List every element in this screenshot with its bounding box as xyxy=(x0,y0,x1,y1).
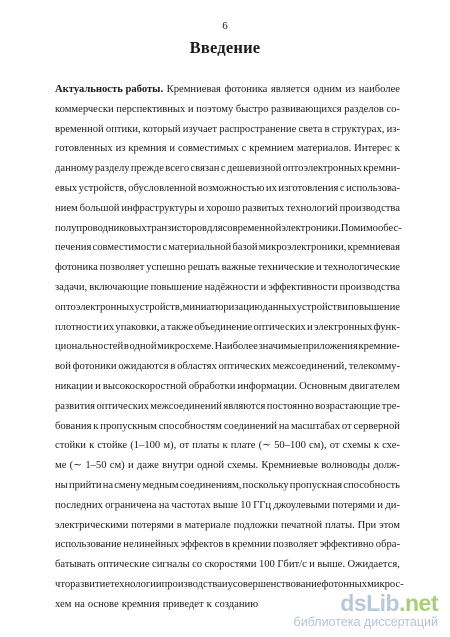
text-line xyxy=(55,555,400,575)
word: полупроводниковых xyxy=(55,222,147,234)
word: использова- xyxy=(346,182,400,194)
word: электроники. xyxy=(281,222,341,234)
word: межсоединений, xyxy=(272,361,347,373)
word: всего xyxy=(165,163,190,175)
word: способностям xyxy=(158,420,223,432)
word: связан xyxy=(190,163,220,175)
word: от xyxy=(179,440,190,452)
word: современной xyxy=(222,222,282,234)
text-line xyxy=(55,357,400,377)
word: даже xyxy=(136,460,159,472)
word: повышение xyxy=(150,281,203,293)
word: миниатюризацию xyxy=(182,301,263,313)
word: смену xyxy=(114,479,142,491)
text-line xyxy=(55,238,400,258)
word: 50–100 xyxy=(274,440,306,452)
word: и xyxy=(198,202,205,214)
word: производства xyxy=(339,202,400,214)
word: поэтому xyxy=(196,103,234,115)
word: платы xyxy=(192,440,220,452)
word: областях xyxy=(177,361,217,373)
word: оптических xyxy=(253,321,306,333)
word: к xyxy=(93,420,99,432)
word: к xyxy=(89,440,95,452)
word: хорошо xyxy=(206,202,241,214)
text-line xyxy=(55,496,400,516)
word: подложки xyxy=(233,519,279,531)
word: материальной xyxy=(168,242,232,254)
word: высокоскоростной xyxy=(102,380,187,392)
word: созданию xyxy=(214,598,259,610)
body-text xyxy=(55,80,404,615)
word: джоулевыми xyxy=(273,499,331,511)
word: скоростями xyxy=(204,559,257,571)
text-line xyxy=(55,298,400,318)
word: на xyxy=(102,479,114,491)
word: эффективно xyxy=(319,539,374,551)
section-heading: Введение xyxy=(189,38,261,57)
word: и xyxy=(260,281,267,293)
word: евых xyxy=(55,182,78,194)
text-line xyxy=(55,337,400,357)
word: дешевизной xyxy=(226,163,282,175)
word: пропускная xyxy=(289,479,343,491)
word: вой xyxy=(55,361,71,373)
word: и xyxy=(127,460,134,472)
word: ди- xyxy=(385,499,400,511)
page-number: 6 xyxy=(222,20,228,32)
word: с xyxy=(339,182,345,194)
word: к xyxy=(394,143,400,155)
word: с xyxy=(162,242,168,254)
word: готовленных xyxy=(55,143,113,155)
word: включающие xyxy=(89,281,149,293)
word: батывать xyxy=(55,559,96,571)
word: временной xyxy=(55,123,104,135)
text-line xyxy=(55,199,400,219)
word: транзисторов xyxy=(146,222,208,234)
word: производства xyxy=(339,281,400,293)
word: соединений xyxy=(223,420,277,432)
word: 100 xyxy=(258,559,275,571)
word: нелинейных xyxy=(123,539,179,551)
word: стойке xyxy=(97,440,128,452)
text-line xyxy=(55,120,400,140)
word: к xyxy=(373,440,379,452)
word: информации. xyxy=(237,380,298,392)
word: кремние- xyxy=(358,341,400,353)
word: обра- xyxy=(375,539,400,551)
word: пропускным xyxy=(100,420,157,432)
word: эффективности xyxy=(268,281,338,293)
text-line xyxy=(55,456,400,476)
word: последних xyxy=(55,499,103,511)
text-line xyxy=(55,258,400,278)
text-line xyxy=(55,159,400,179)
word: и xyxy=(309,559,315,571)
word: фотоники xyxy=(72,361,117,373)
word: одним xyxy=(313,84,342,95)
word: обусловленной xyxy=(128,182,197,194)
word: позволяет xyxy=(99,262,145,274)
word: При xyxy=(357,519,377,531)
word: совместимых xyxy=(178,143,239,155)
word: 1–50 xyxy=(85,460,107,472)
word: кремни- xyxy=(363,163,400,175)
word: поскольку xyxy=(242,479,289,491)
word: приведет xyxy=(162,598,204,610)
word: м), xyxy=(163,440,177,452)
word: материале xyxy=(184,519,231,531)
word: который xyxy=(142,123,181,135)
text-line xyxy=(55,179,400,199)
word: их xyxy=(265,182,277,194)
word: Кремниевая xyxy=(166,84,221,95)
word: долж- xyxy=(373,460,400,472)
word: позволяет xyxy=(273,539,318,551)
text-line xyxy=(55,397,400,417)
word: ме xyxy=(55,460,67,472)
word: одной xyxy=(129,341,157,353)
word: инфраструктуры xyxy=(121,202,197,214)
word: и xyxy=(169,143,176,155)
word: технологий xyxy=(286,202,338,214)
word: выше xyxy=(212,499,238,511)
word: эффектов xyxy=(180,539,224,551)
word: ограничена xyxy=(105,499,157,511)
word: Гбит/с xyxy=(277,559,307,571)
word: фотоника xyxy=(55,262,98,274)
word: возрастающие xyxy=(315,400,381,412)
watermark-logo-tld: .net xyxy=(399,590,438,616)
word: в xyxy=(176,519,182,531)
word: кремнии xyxy=(232,539,272,551)
word: структурах, xyxy=(331,123,385,135)
text-line xyxy=(55,278,400,298)
word: изучает xyxy=(182,123,217,135)
word: технологические xyxy=(323,262,400,274)
word: задачи, xyxy=(55,281,88,293)
word: данному xyxy=(55,163,94,175)
word: соединениям, xyxy=(179,479,242,491)
word: никации xyxy=(55,380,94,392)
word: кремния xyxy=(121,598,160,610)
word: плате xyxy=(230,440,256,452)
word: см), xyxy=(309,440,327,452)
word: внутри xyxy=(162,460,194,472)
word: ожидаются xyxy=(118,361,169,373)
word: оптические xyxy=(97,559,150,571)
word: этом xyxy=(379,519,400,531)
word: их xyxy=(103,321,115,333)
word: возможностью xyxy=(197,182,265,194)
word: разделов xyxy=(344,103,384,115)
word: а xyxy=(160,321,166,333)
word: объединение xyxy=(194,321,253,333)
word: для xyxy=(207,222,223,234)
text-line xyxy=(55,139,400,159)
word: от xyxy=(341,420,352,432)
word: устройств, xyxy=(78,182,127,194)
word: печения xyxy=(55,242,92,254)
word: технологии xyxy=(109,578,162,590)
word: и xyxy=(307,321,313,333)
word: с xyxy=(220,163,226,175)
word: использование xyxy=(55,539,122,551)
word: на xyxy=(158,499,170,511)
word: ны xyxy=(55,479,68,491)
text-line xyxy=(55,219,400,239)
text-line xyxy=(55,80,400,100)
word: фотоника xyxy=(224,84,268,95)
word: прийти xyxy=(68,479,102,491)
word: масштабах xyxy=(291,420,341,432)
word: Наиболее xyxy=(214,341,258,353)
word: и xyxy=(187,103,194,115)
word: базой xyxy=(232,242,258,254)
word: схемы. xyxy=(227,460,259,472)
word: и xyxy=(221,578,228,590)
text-line xyxy=(55,436,400,456)
word: микрос- xyxy=(367,578,404,590)
word: изготовления xyxy=(278,182,339,194)
lead-phrase: Актуальность работы. xyxy=(55,84,164,95)
word: потерями xyxy=(332,499,376,511)
word: от xyxy=(329,440,340,452)
word: перспективных xyxy=(116,103,186,115)
word: схе- xyxy=(382,440,400,452)
word: выше. xyxy=(317,559,346,571)
word: серверной xyxy=(353,420,400,432)
watermark xyxy=(294,591,438,629)
word: кремниевая xyxy=(347,242,400,254)
word: печатной xyxy=(280,519,323,531)
text-line xyxy=(55,476,400,496)
word: приложения xyxy=(302,341,358,353)
word: схемы xyxy=(342,440,371,452)
word: оптоэлектронных xyxy=(282,163,362,175)
word: функ- xyxy=(373,321,400,333)
word: быстро xyxy=(235,103,269,115)
word: циональностей xyxy=(55,341,124,353)
word: данных xyxy=(262,301,297,313)
word: важные xyxy=(221,262,256,274)
word: со- xyxy=(386,103,400,115)
word: материалов. xyxy=(296,143,352,155)
word: волноводы xyxy=(321,460,371,472)
word: решать xyxy=(187,262,220,274)
word: микросхеме. xyxy=(157,341,214,353)
word: стойки xyxy=(55,440,86,452)
word: успешно xyxy=(146,262,186,274)
word: способность xyxy=(343,479,400,491)
word: совместимости xyxy=(92,242,162,254)
word: в xyxy=(324,123,330,135)
word: значимые xyxy=(258,341,303,353)
word: (∼ xyxy=(69,460,83,472)
word: электрическими xyxy=(55,519,129,531)
word: прежде xyxy=(130,163,164,175)
word: развивающихся xyxy=(270,103,342,115)
word: кремнием xyxy=(249,143,294,155)
word: наиболее xyxy=(358,84,400,95)
word: и xyxy=(342,301,348,313)
word: одной xyxy=(197,460,225,472)
word: оптических xyxy=(96,400,149,412)
word: оптоэлектронных xyxy=(55,301,135,313)
word: обработки xyxy=(188,380,236,392)
word: в xyxy=(123,341,129,353)
word: Помимо xyxy=(340,222,378,234)
word: частотах xyxy=(171,499,211,511)
word: оптических xyxy=(218,361,271,373)
word: света xyxy=(298,123,323,135)
word: на xyxy=(278,420,290,432)
word: см) xyxy=(109,460,125,472)
word: постоянно xyxy=(266,400,314,412)
word: развитие xyxy=(70,578,110,590)
word: медным xyxy=(142,479,179,491)
word: упаковки, xyxy=(115,321,160,333)
word: из xyxy=(345,84,356,95)
word: фотонных xyxy=(321,578,368,590)
word: бования xyxy=(55,420,92,432)
word: платы. xyxy=(324,519,355,531)
word: Ожидается, xyxy=(347,559,400,571)
word: в xyxy=(170,361,176,373)
word: Кремниевые xyxy=(261,460,318,472)
word: устройств xyxy=(296,301,342,313)
word: двигателем xyxy=(349,380,400,392)
word: надёжности xyxy=(204,281,259,293)
text-line xyxy=(55,100,400,120)
word: кремния xyxy=(128,143,167,155)
word: 10 xyxy=(240,499,251,511)
word: тре- xyxy=(381,400,400,412)
word: нием xyxy=(55,202,78,214)
word: с xyxy=(241,143,247,155)
word: является xyxy=(270,84,310,95)
word: из xyxy=(115,143,126,155)
word: на xyxy=(74,598,85,610)
word: в xyxy=(225,539,231,551)
word: потерями xyxy=(131,519,174,531)
word: развитых xyxy=(242,202,285,214)
word: также xyxy=(166,321,194,333)
word: разделу xyxy=(94,163,130,175)
word: межсоединений xyxy=(150,400,222,412)
word: основе xyxy=(87,598,119,610)
word: обес- xyxy=(377,222,402,234)
watermark-tagline: библиотека диссертаций xyxy=(293,615,438,629)
word: что xyxy=(55,578,71,590)
word: Основным xyxy=(299,380,347,392)
word: хем xyxy=(55,598,72,610)
text-line xyxy=(55,417,400,437)
text-line xyxy=(55,535,400,555)
watermark-logo-main: dsLib xyxy=(340,590,400,616)
word: телекомму- xyxy=(348,361,400,373)
word: развития xyxy=(55,400,96,412)
word: микроэлектроники, xyxy=(258,242,347,254)
word: и xyxy=(95,380,101,392)
word: большой xyxy=(79,202,120,214)
watermark-logo xyxy=(294,591,438,615)
word: плотности xyxy=(55,321,102,333)
word: (1–100 xyxy=(130,440,161,452)
word: усовершенствование xyxy=(227,578,322,590)
text-line xyxy=(55,318,400,338)
word: коммерчески xyxy=(55,103,114,115)
word: распространение xyxy=(219,123,297,135)
text-line xyxy=(55,377,400,397)
word: (∼ xyxy=(258,440,271,452)
word: технические xyxy=(257,262,315,274)
word: сигналы xyxy=(152,559,190,571)
word: из- xyxy=(386,123,400,135)
word: и xyxy=(377,499,384,511)
word: Интерес xyxy=(354,143,392,155)
word: оптики, xyxy=(105,123,141,135)
word: к xyxy=(206,598,212,610)
text-line xyxy=(55,516,400,536)
word: к xyxy=(222,440,228,452)
word: устройств, xyxy=(134,301,183,313)
word: являются xyxy=(223,400,266,412)
word: со xyxy=(192,559,203,571)
word: ГГц xyxy=(253,499,272,511)
word: производства xyxy=(161,578,222,590)
word: и xyxy=(316,262,322,274)
word: повышение xyxy=(347,301,400,313)
word: электронных xyxy=(313,321,373,333)
